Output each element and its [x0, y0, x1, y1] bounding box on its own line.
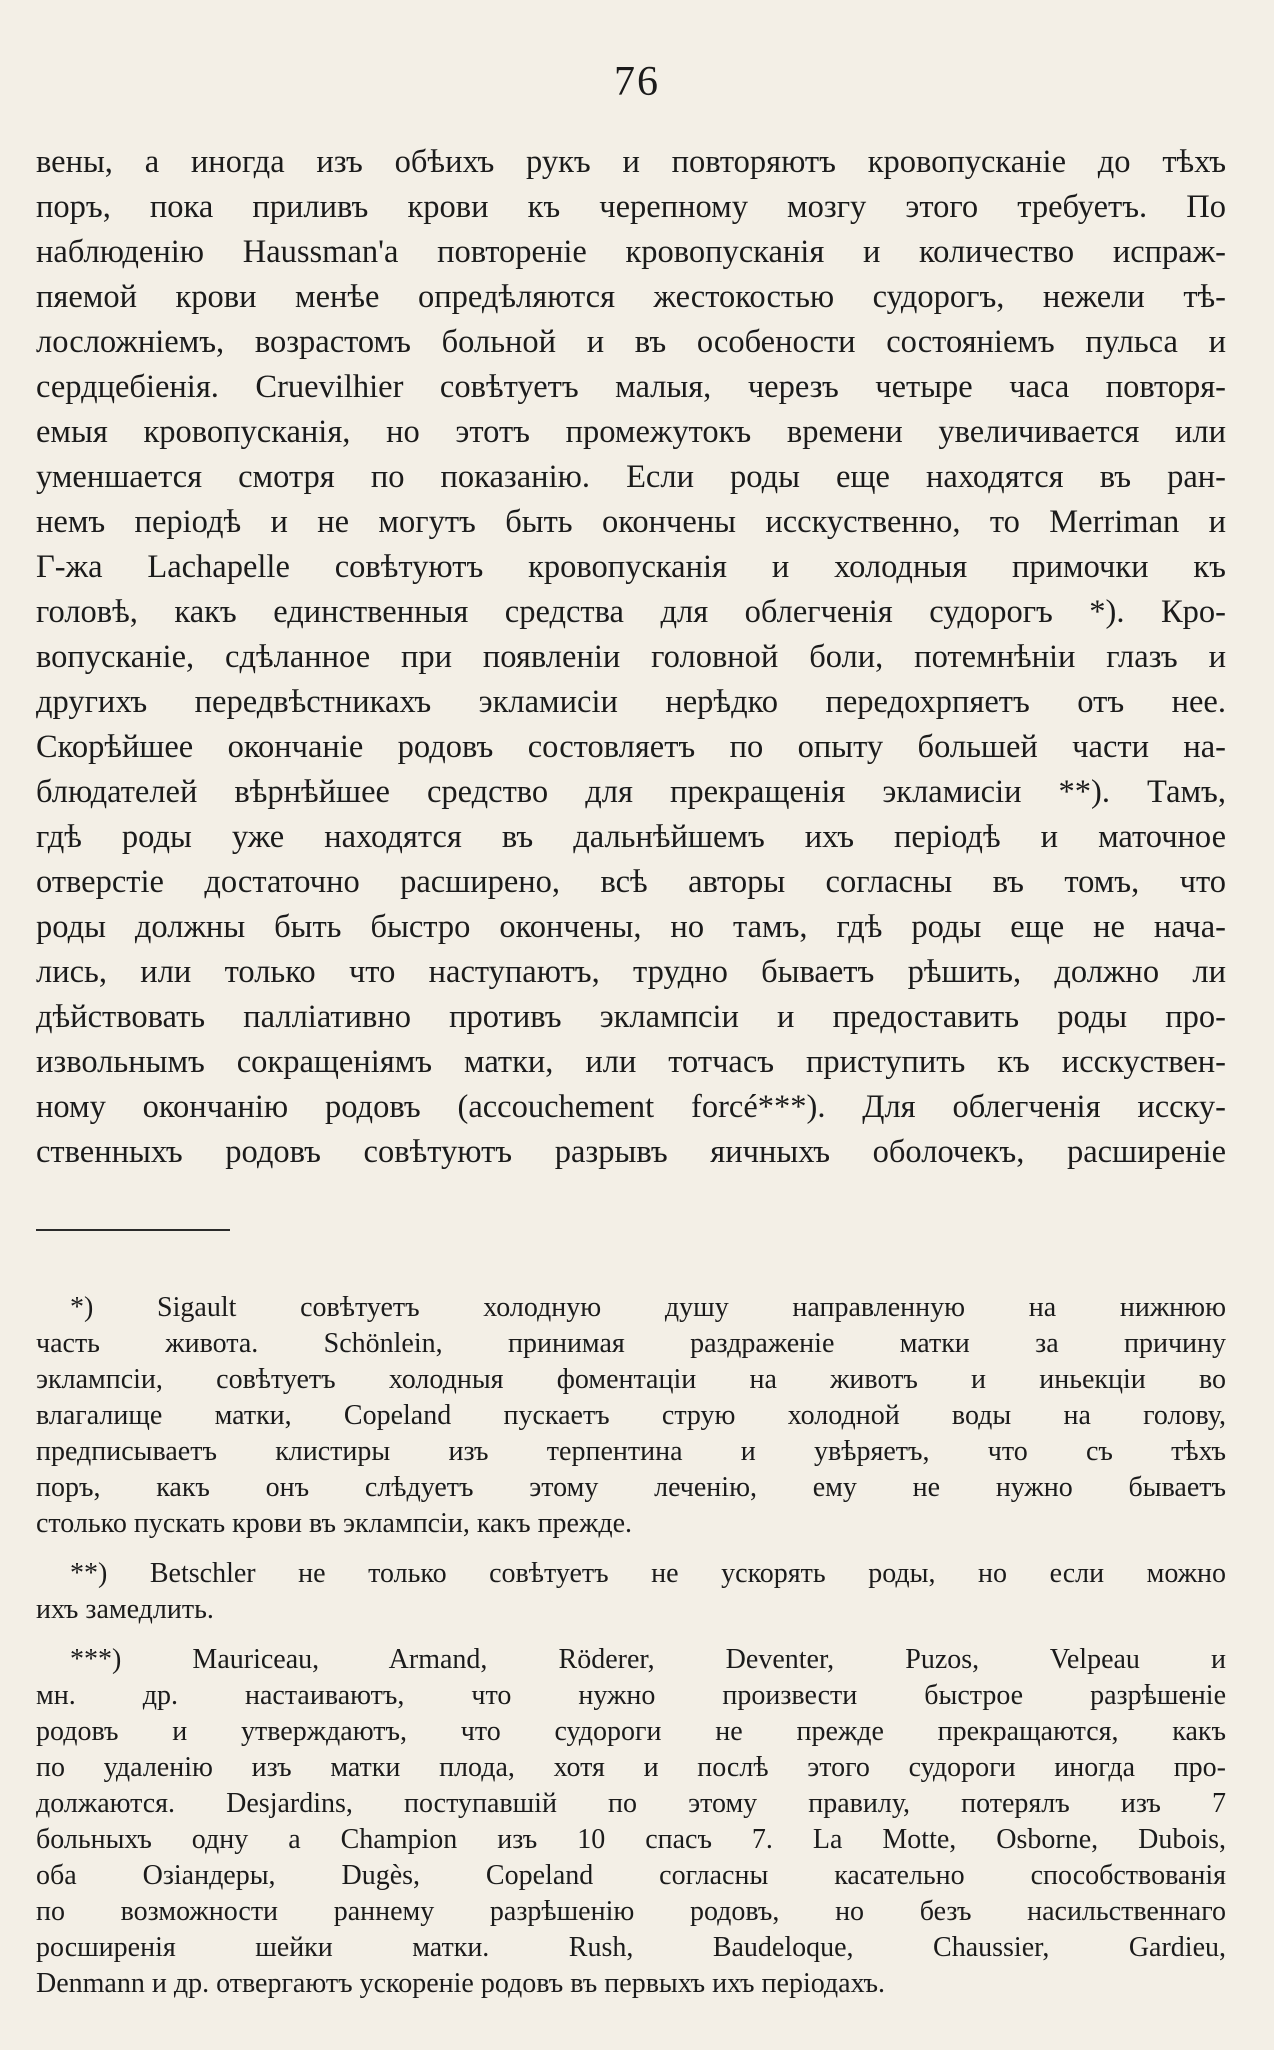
body-text-line: дѣйствовать палліативно противъ эклампсіи и предоставить роды про- [36, 999, 1226, 1035]
footnote-line: эклампсіи, совѣтуетъ холодныя фоментаціи на животъ и иньекціи во [36, 1364, 1226, 1395]
footnote-line: оба Озіандеры, Dugès, Copeland согласны касательно способствованія [36, 1860, 1226, 1891]
footnote-line: по возможности раннему разрѣшенію родовъ, но безъ насильственнаго [36, 1896, 1226, 1927]
page-number: 76 [614, 59, 660, 105]
body-text-line: поръ, пока приливъ крови къ черепному мозгу этого требуетъ. По [36, 189, 1226, 225]
body-text-line: Скорѣйшее окончаніе родовъ состовляетъ по опыту большей части на- [36, 729, 1226, 765]
footnote-divider [36, 1229, 230, 1231]
footnote [36, 1556, 1226, 1628]
body-text-line: Г-жа Lachapelle совѣтуютъ кровопусканія и холодныя примочки къ [36, 549, 1226, 585]
body-text-line: отверстіе достаточно расширено, всѣ авторы согласны въ томъ, что [36, 864, 1226, 900]
footnote-line: **) Betschler не только совѣтуетъ не ускорять роды, но если можно [70, 1558, 1226, 1589]
footnote-line: влагалище матки, Copeland пускаетъ струю холодной воды на голову, [36, 1400, 1226, 1431]
body-text-line: лись, или только что наступаютъ, трудно бываетъ рѣшить, должно ли [36, 954, 1226, 990]
footnote-line: часть живота. Schönlein, принимая раздраженіе матки за причину [36, 1328, 1226, 1359]
footnote-line: столько пускать крови въ эклампсіи, какъ прежде. [36, 1508, 632, 1539]
body-text-line: блюдателей вѣрнѣйшее средство для прекращенія экламисіи **). Тамъ, [36, 774, 1226, 810]
body-text-line: емыя кровопусканія, но этотъ промежутокъ времени увеличивается или [36, 414, 1226, 450]
body-text-line: вены, а иногда изъ обѣихъ рукъ и повторяютъ кровопусканіе до тѣхъ [36, 144, 1226, 180]
body-text-line: роды должны быть быстро окончены, но тамъ, гдѣ роды еще не нача- [36, 909, 1226, 945]
body-text-line: ственныхъ родовъ совѣтуютъ разрывъ яичныхъ оболочекъ, расширеніе [36, 1134, 1226, 1170]
body-text-line: наблюденію Haussman'а повтореніе кровопусканія и количество испраж- [36, 234, 1226, 270]
footnote-line: больныхъ одну а Champion изъ 10 спасъ 7. La Motte, Osborne, Dubois, [36, 1824, 1226, 1855]
footnote-line: должаются. Desjardins, поступавшій по этому правилу, потерялъ изъ 7 [36, 1788, 1226, 1819]
footnote-line: ихъ замедлить. [36, 1594, 214, 1625]
footnote [36, 1642, 1226, 2002]
footnote-line: *) Sigault совѣтуетъ холодную душу направленную на нижнюю [70, 1292, 1226, 1323]
footnotes-block [36, 1290, 1226, 2016]
footnote-line: предписываетъ клистиры изъ терпентина и увѣряетъ, что съ тѣхъ [36, 1436, 1226, 1467]
body-text-line: пяемой крови менѣе опредѣляются жестокостью судорогъ, нежели тѣ- [36, 279, 1226, 315]
footnote-line: родовъ и утверждаютъ, что судороги не прежде прекращаются, какъ [36, 1716, 1226, 1747]
main-text-block [36, 140, 1226, 1175]
body-text-line: извольнымъ сокращеніямъ матки, или тотчасъ приступить къ исскуствен- [36, 1044, 1226, 1080]
body-text-line: другихъ передвѣстникахъ экламисіи нерѣдко передохрпяетъ отъ нее. [36, 684, 1226, 720]
footnote-line: Denmann и др. отвергаютъ ускореніе родовъ въ первыхъ ихъ періодахъ. [36, 1968, 886, 1999]
body-text-line: ному окончанію родовъ (accouchement forcé***). Для облегченія исску- [36, 1089, 1226, 1125]
body-text-line: немъ періодѣ и не могутъ быть окончены исскуственно, то Merriman и [36, 504, 1226, 540]
body-text-line: сердцебіенія. Cruevilhier совѣтуетъ малыя, черезъ четыре часа повторя- [36, 369, 1226, 405]
footnote-line: поръ, какъ онъ слѣдуетъ этому леченію, ему не нужно бываетъ [36, 1472, 1226, 1503]
body-text-line: лосложніемъ, возрастомъ больной и въ особености состояніемъ пульса и [36, 324, 1226, 360]
footnote-line: по удаленію изъ матки плода, хотя и послѣ этого судороги иногда про- [36, 1752, 1226, 1783]
body-text-line: головѣ, какъ единственныя средства для облегченія судорогъ *). Кро- [36, 594, 1226, 630]
body-text-line: вопусканіе, сдѣланное при появленіи головной боли, потемнѣніи глазъ и [36, 639, 1226, 675]
footnote-line: мн. др. настаиваютъ, что нужно произвести быстрое разрѣшеніе [36, 1680, 1226, 1711]
body-text-line: уменшается смотря по показанію. Если роды еще находятся въ ран- [36, 459, 1226, 495]
footnote-line: ***) Mauriceau, Armand, Röderer, Deventer, Puzos, Velpeau и [70, 1644, 1226, 1675]
body-text-line: гдѣ роды уже находятся въ дальнѣйшемъ ихъ періодѣ и маточное [36, 819, 1226, 855]
footnote-line: росширенія шейки матки. Rush, Baudeloque, Chaussier, Gardieu, [36, 1932, 1226, 1963]
footnote [36, 1290, 1226, 1542]
